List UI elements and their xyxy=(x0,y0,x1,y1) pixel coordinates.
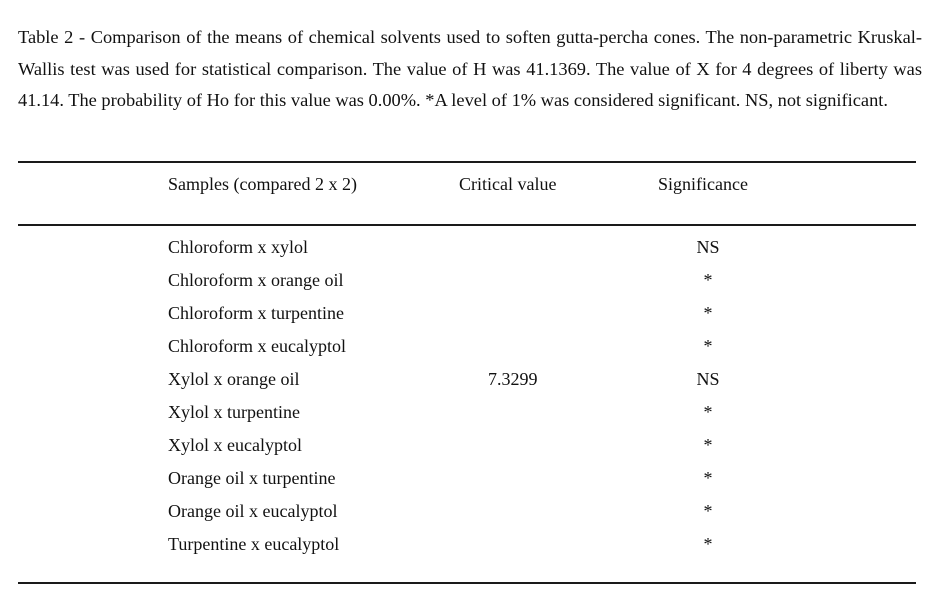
sample-cell: Turpentine x eucalyptol xyxy=(168,534,340,554)
table-top-rule xyxy=(18,161,916,163)
sample-cell: Xylol x orange oil xyxy=(168,369,300,389)
significance-value: NS xyxy=(696,369,720,389)
header-critical-value: Critical value xyxy=(459,174,557,194)
table-row xyxy=(0,268,946,301)
table-row xyxy=(0,235,946,268)
sample-cell: Orange oil x turpentine xyxy=(168,468,336,488)
table-row xyxy=(0,400,946,433)
significance-value: * xyxy=(703,534,713,554)
significance-value: * xyxy=(703,435,713,455)
table-bottom-rule xyxy=(18,582,916,584)
table-row xyxy=(0,466,946,499)
critical-value-cell: 7.3299 xyxy=(488,369,538,389)
sample-cell: Chloroform x orange oil xyxy=(168,270,344,290)
table-caption: Table 2 - Comparison of the means of chemical solvents used to soften gutta-percha cones. The non-parametric Kruskal-Wallis test was used for statistical comparison. The value of H was 41.1369. The value of X for 4 degrees of liberty was 41.14. The probability of Ho for this value was 0.00%. *A level of 1% was considered significant. NS, not significant. xyxy=(18,27,922,110)
header-significance: Significance xyxy=(658,174,748,194)
table-row xyxy=(0,367,946,400)
sample-cell: Orange oil x eucalyptol xyxy=(168,501,338,521)
table-body xyxy=(0,235,946,565)
sample-cell: Chloroform x turpentine xyxy=(168,303,344,323)
significance-value: * xyxy=(703,336,713,356)
table-row xyxy=(0,301,946,334)
significance-value: * xyxy=(703,501,713,521)
table-header-rule xyxy=(18,224,916,226)
header-samples: Samples (compared 2 x 2) xyxy=(168,174,357,194)
table-row xyxy=(0,433,946,466)
table-row xyxy=(0,334,946,367)
significance-value: * xyxy=(703,270,713,290)
sample-cell: Chloroform x xylol xyxy=(168,237,308,257)
sample-cell: Chloroform x eucalyptol xyxy=(168,336,346,356)
sample-cell: Xylol x eucalyptol xyxy=(168,435,302,455)
sample-cell: Xylol x turpentine xyxy=(168,402,300,422)
significance-value: * xyxy=(703,402,713,422)
table-row xyxy=(0,499,946,532)
table-header-row xyxy=(0,174,946,198)
significance-value: * xyxy=(703,468,713,488)
significance-value: * xyxy=(703,303,713,323)
table-row xyxy=(0,532,946,565)
significance-value: NS xyxy=(696,237,720,257)
